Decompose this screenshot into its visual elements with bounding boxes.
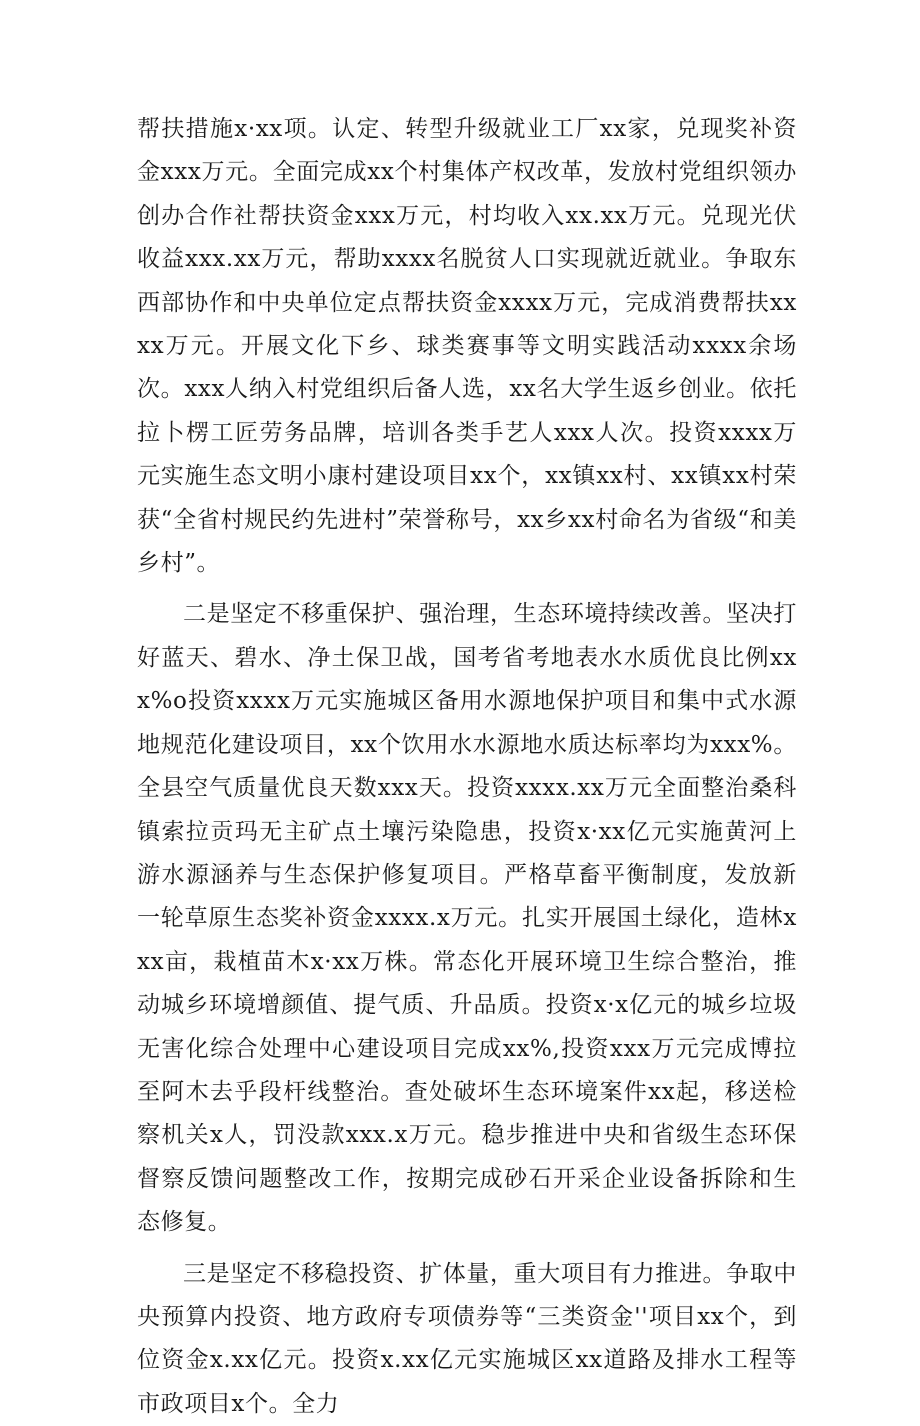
paragraph-poverty-alleviation: 帮扶措施x·xx项。认定、转型升级就业工厂xx家，兑现奖补资金xxx万元。全面完成xx个村集体产权改革，发放村党组织领办创办合作社帮扶资金xxx万元，村均收入xx.xx万元。兑现光伏收益xxx.xx万元，帮助xxxx名脱贫人口实现就近就业。争取东西部协作和中央单位定点帮扶资金xxxx万元，完成消费帮扶xxxx万元。开展文化下乡、球类赛事等文明实践活动xxxx余场次。xxx人纳入村党组织后备人选，xx名大学生返乡创业。依托拉卜楞工匠劳务品牌，培训各类手艺人xxx人次。投资xxxx万元实施生态文明小康村建设项目xx个，xx镇xx村、xx镇xx村荣获“全省村规民约先进村”荣誉称号，xx乡xx村命名为省级“和美乡村”。 — [137, 116, 797, 577]
paragraph-investment: 三是坚定不移稳投资、扩体量，重大项目有力推进。争取中央预算内投资、地方政府专项债券等“三类资金''项目xx个，到位资金x.xx亿元。投资x.xx亿元实施城区xx道路及排水工程等市政项目x个。全力 — [137, 1260, 797, 1417]
document-body — [137, 108, 797, 1426]
paragraph-ecology: 二是坚定不移重保护、强治理，生态环境持续改善。坚决打好蓝天、碧水、净土保卫战，国考省考地表水水质优良比例xxx%o投资xxxx万元实施城区备用水源地保护项目和集中式水源地规范化建设项目，xx个饮用水水源地水质达标率均为xxx%。全县空气质量优良天数xxx天。投资xxxx.xx万元全面整治桑科镇索拉贡玛无主矿点土壤污染隐患，投资x·xx亿元实施黄河上游水源涵养与生态保护修复项目。严格草畜平衡制度，发放新一轮草原生态奖补资金xxxx.x万元。扎实开展国土绿化，造林xxx亩，栽植苗木x·xx万株。常态化开展环境卫生综合整治，推动城乡环境增颜值、提气质、升品质。投资x·x亿元的城乡垃圾无害化综合处理中心建设项目完成xx%,投资xxx万元完成博拉至阿木去乎段杆线整治。查处破坏生态环境案件xx起，移送检察机关x人，罚没款xxx.x万元。稳步推进中央和省级生态环保督察反馈问题整改工作，按期完成砂石开采企业设备拆除和生态修复。 — [137, 601, 797, 1236]
